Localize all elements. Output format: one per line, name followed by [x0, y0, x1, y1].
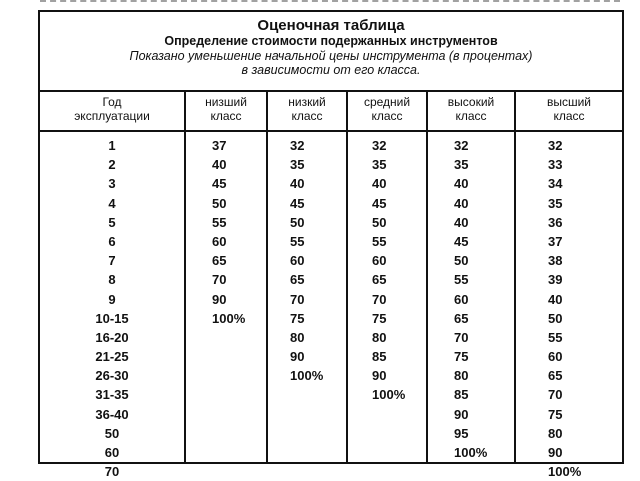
table-cell: 32 — [290, 138, 305, 153]
table-cell: 33 — [548, 157, 563, 173]
table-description-continued: в зависимости от его класса. — [241, 63, 421, 77]
table-subtitle: Определение стоимости подержанных инструментов — [164, 34, 498, 48]
table-cell: 40 — [454, 176, 469, 192]
table-cell: 65 — [212, 253, 227, 269]
table-cell: 75 — [548, 406, 563, 422]
table-cell: 35 — [454, 157, 469, 173]
table-cell: 75 — [290, 310, 305, 326]
table-cell: 75 — [372, 310, 387, 326]
table-cell: 32 — [372, 138, 387, 153]
table-cell: 10-15 — [95, 310, 129, 326]
table-cell: 6 — [108, 233, 116, 249]
table-cell: 65 — [454, 310, 469, 326]
table-cell: 45 — [290, 195, 305, 211]
table-cell: 45 — [454, 233, 469, 249]
table-cell: 50 — [454, 253, 469, 269]
column-header-low: низкий класс — [268, 90, 346, 132]
table-cell: 40 — [548, 291, 563, 307]
table-cell: 21-25 — [95, 349, 129, 365]
table-cell: 2 — [108, 157, 116, 173]
table-cell: 26-30 — [95, 368, 129, 384]
table-cell: 16-20 — [95, 329, 129, 345]
table-cell: 40 — [290, 176, 305, 192]
table-cell: 60 — [104, 445, 120, 460]
table-cell: 45 — [212, 176, 227, 192]
table-cell: 36 — [548, 214, 563, 230]
table-cell: 60 — [212, 233, 227, 249]
table-cell: 65 — [548, 368, 563, 384]
column-highest-class — [514, 90, 622, 480]
column-low-class — [266, 90, 346, 462]
table-cell: 32 — [454, 138, 469, 153]
table-cell: 37 — [212, 138, 227, 153]
table-cell: 90 — [290, 349, 305, 365]
table-cell: 50 — [290, 214, 305, 230]
table-cell: 38 — [548, 253, 563, 269]
table-cell: 9 — [108, 291, 116, 307]
table-cell: 8 — [108, 272, 116, 288]
table-cell: 5 — [108, 214, 116, 230]
table-cell: 60 — [548, 349, 563, 365]
table-cell: 36-40 — [95, 406, 129, 422]
table-cell: 35 — [290, 157, 305, 173]
table-title-block — [40, 12, 622, 92]
table-cell: 50 — [104, 425, 120, 441]
table-cell: 4 — [108, 195, 116, 211]
table-cell: 60 — [454, 291, 469, 307]
table-cell: 65 — [372, 272, 387, 288]
table-cell: 7 — [108, 253, 116, 269]
table-cell: 55 — [548, 329, 563, 345]
valuation-table — [38, 10, 624, 480]
table-cell: 40 — [454, 195, 469, 211]
table-cell: 55 — [212, 214, 227, 230]
table-cell: 35 — [548, 195, 563, 211]
table-cell: 100% — [372, 387, 406, 403]
table-cell: 3 — [108, 176, 116, 192]
table-cell: 32 — [548, 138, 563, 153]
table-cell: 80 — [548, 425, 563, 441]
table-cell: 80 — [372, 329, 387, 345]
table-cell: 34 — [548, 176, 563, 192]
column-middle-class — [346, 90, 426, 462]
table-cell: 37 — [548, 233, 563, 249]
table-cell: 80 — [290, 329, 305, 345]
table-cell: 70 — [548, 387, 563, 403]
table-cell: 35 — [372, 157, 387, 173]
table-cell: 65 — [290, 272, 305, 288]
table-cell: 70 — [212, 272, 227, 288]
table-cell: 40 — [372, 176, 387, 192]
table-grid — [40, 90, 622, 480]
table-cell: 100% — [454, 445, 488, 460]
table-cell: 39 — [548, 272, 563, 288]
table-cell: 85 — [454, 387, 469, 403]
table-cell: 90 — [372, 368, 387, 384]
table-cell: 80 — [454, 368, 469, 384]
column-header-lowest: низший класс — [186, 90, 266, 132]
table-cell: 100% — [548, 464, 582, 480]
table-cell: 90 — [212, 291, 227, 307]
table-cell: 60 — [372, 253, 387, 269]
column-years — [40, 90, 184, 480]
column-header-middle: средний класс — [348, 90, 426, 132]
table-cell: 70 — [454, 329, 469, 345]
table-cell: 55 — [290, 233, 305, 249]
table-cell: 85 — [372, 349, 387, 365]
column-header-highest: высший класс — [516, 90, 622, 132]
table-cell: 95 — [454, 425, 469, 441]
cropped-text-remnant — [40, 0, 620, 5]
table-cell: 90 — [548, 445, 563, 460]
table-description: Показано уменьшение начальной цены инструмента (в процентах) — [129, 49, 533, 63]
table-cell: 60 — [290, 253, 305, 269]
column-header-high: высокий класс — [428, 90, 514, 132]
table-cell: 55 — [454, 272, 469, 288]
table-cell: 100% — [212, 310, 246, 326]
column-high-class — [426, 90, 514, 462]
table-cell: 1 — [108, 138, 116, 153]
table-cell: 55 — [372, 233, 387, 249]
table-cell: 70 — [104, 464, 120, 480]
table-cell: 70 — [372, 291, 387, 307]
table-cell: 45 — [372, 195, 387, 211]
table-cell: 40 — [212, 157, 227, 173]
table-cell: 90 — [454, 406, 469, 422]
table-cell: 70 — [290, 291, 305, 307]
table-cell: 31-35 — [95, 387, 129, 403]
table-cell: 40 — [454, 214, 469, 230]
table-cell: 100% — [290, 368, 324, 384]
column-header-years: Год эксплуатации — [40, 90, 184, 132]
column-lowest-class — [184, 90, 266, 462]
table-cell: 50 — [372, 214, 387, 230]
table-cell: 50 — [548, 310, 563, 326]
table-cell: 50 — [212, 195, 227, 211]
table-title: Оценочная таблица — [257, 17, 405, 34]
table-cell: 75 — [454, 349, 469, 365]
